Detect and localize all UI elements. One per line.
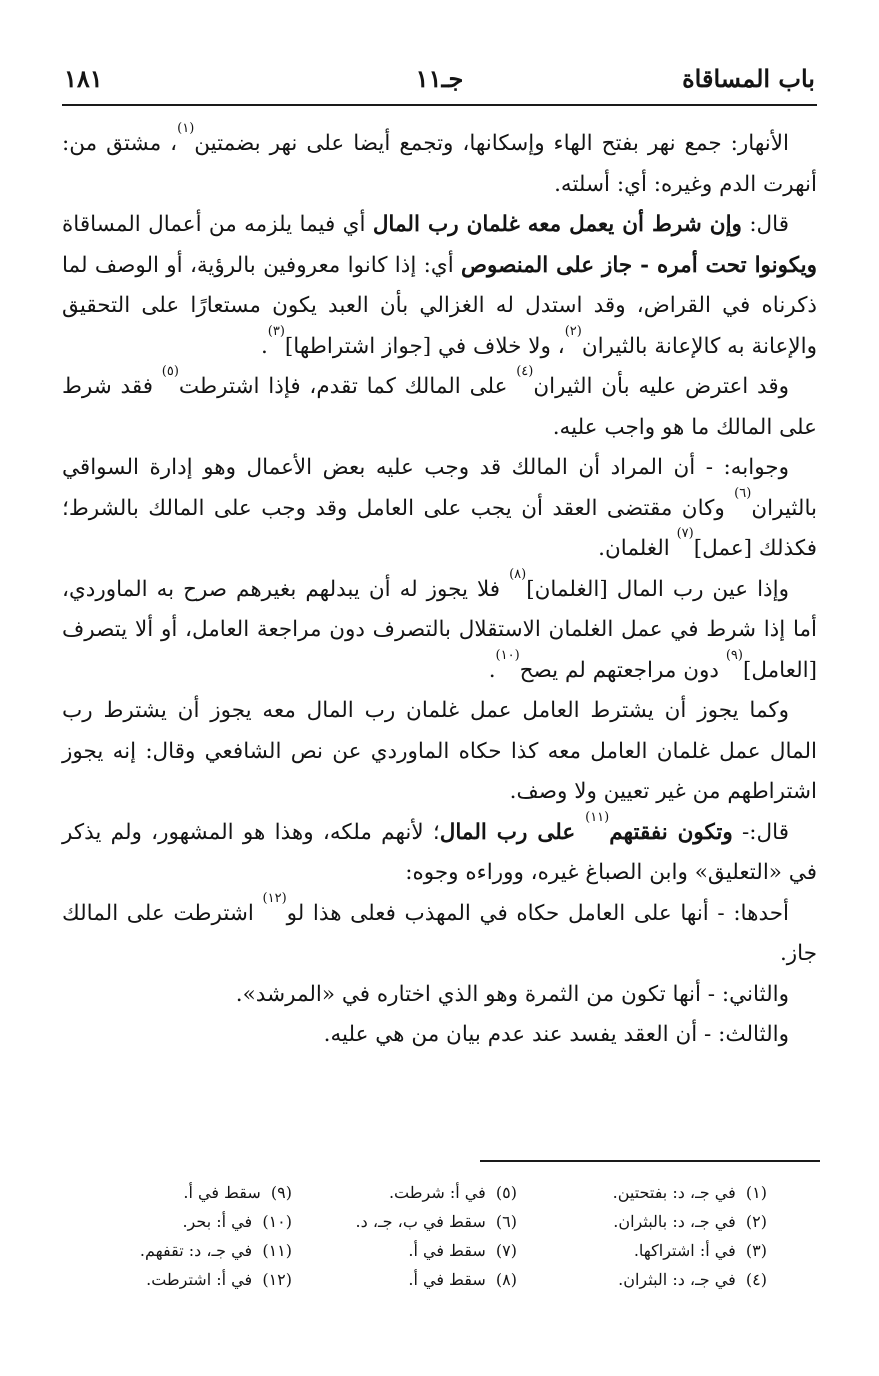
footnote: (٤) في جـ، د: البثران.: [618, 1270, 767, 1289]
footnote-column: [140, 1178, 292, 1294]
matn-text: ويكونوا تحت أمره - جاز على المنصوص: [461, 252, 817, 278]
footnote-ref: (٤): [516, 364, 534, 379]
paragraph: وجوابه: - أن المراد أن المالك قد وجب عليه بعض الأعمال وهو إدارة السواقي بالثيران$^{(٦)}$ وكان مقتضى العقد أن يجب على العامل وقد وجب على المالك بالشرط؛ فكذلك [عمل]$^{(٧)}$ الغلمان.: [62, 455, 817, 561]
paragraph: الأنهار: جمع نهر بفتح الهاء وإسكانها، وتجمع أيضا على نهر بضمتين$^{(١)}$، مشتق من: أنهرت الدم وغيره: أي: أسلته.: [62, 121, 817, 197]
header-rule: [62, 104, 817, 106]
chapter-title: باب المساقاة: [682, 64, 815, 93]
footnote: (٢) في جـ، د: بالبثران.: [613, 1212, 767, 1231]
matn-text: وإن شرط أن يعمل معه غلمان رب المال: [372, 212, 742, 237]
footnote: (٧) سقط في أ.: [408, 1241, 517, 1260]
main-text: [62, 121, 817, 1056]
footnote: (١١) في جـ، د: تقفهم.: [139, 1241, 292, 1260]
footnote-ref: (٥): [161, 364, 179, 379]
footnote-ref: (١): [177, 121, 195, 136]
footnote-column: [356, 1178, 517, 1294]
footnote: (١٠) في أ: بحر.: [182, 1212, 292, 1231]
paragraph: أحدها: - أنها على العامل حكاه في المهذب فعلى هذا لو$^{(١٢)}$ اشترطت على المالك جاز.: [62, 890, 817, 966]
footnote: (٦) سقط في ب، جـ، د.: [355, 1212, 517, 1231]
footnote-ref: (٩): [725, 647, 743, 663]
matn-text: على رب المال: [439, 819, 586, 845]
matn-text: وتكون نفقتهم: [609, 819, 733, 845]
footnote-ref: (٢): [564, 323, 582, 339]
footnote: (٩) سقط في أ.: [183, 1183, 292, 1202]
volume-number: جـ١١: [415, 64, 464, 93]
footnote-column: [613, 1178, 767, 1294]
footnote-ref: (١١): [585, 809, 610, 825]
footnote-ref: (١٢): [262, 890, 287, 906]
footnote-ref: (١٠): [495, 647, 520, 663]
paragraph: وقد اعترض عليه بأن الثيران$^{(٤)}$ على المالك كما تقدم، فإذا اشترطت$^{(٥)}$ فقد شرط على المالك ما هو واجب عليه.: [62, 364, 817, 440]
footnote-ref: (٦): [734, 485, 752, 501]
footnotes: [62, 1178, 817, 1298]
paragraph: والثالث: - أن العقد يفسد عند عدم بيان من هي عليه.: [323, 1022, 789, 1047]
paragraph: وكما يجوز أن يشترط العامل عمل غلمان رب المال معه يجوز أن يشترط رب المال عمل غلمان العامل معه كذا حكاه الماوردي عن نص الشافعي وقال: إنه يجوز اشتراطهم من غير تعيين ولا وصف.: [62, 698, 817, 804]
footnote: (٣) في أ: اشتراكها.: [633, 1241, 767, 1260]
footnote-ref: (٨): [509, 566, 527, 582]
paragraph: قال:- وتكون نفقتهم$^{(١١)}$ على رب المال؛ لأنهم ملكه، وهذا هو المشهور، ولم يذكر في «التعليق» وابن الصباغ غيره، ووراءه وجوه:: [62, 809, 817, 885]
paragraph: وإذا عين رب المال [الغلمان]$^{(٨)}$ فلا يجوز له أن يبدلهم بغيرهم صرح به الماوردي، أما إذا شرط في عمل الغلمان الاستقلال بالتصرف دون مراجعة العامل، أو ألا يتصرف [العامل]$^{(٩)}$ دون مراجعتهم لم يصح$^{(١٠)}$.: [62, 566, 817, 683]
footnote-separator: [480, 1160, 820, 1162]
paragraph: والثاني: - أنها تكون من الثمرة وهو الذي اختاره في «المرشد».: [235, 981, 789, 1007]
footnote-ref: (٧): [676, 526, 694, 541]
footnote: (٨) سقط في أ.: [408, 1270, 517, 1289]
footnote-ref: (٣): [267, 323, 285, 339]
running-header: [62, 58, 817, 106]
page-number: ١٨١: [64, 64, 103, 93]
footnote: (١) في جـ، د: بفتحتين.: [612, 1183, 767, 1202]
footnote: (١٢) في أ: اشترطت.: [146, 1270, 292, 1289]
footnote: (٥) في أ: شرطت.: [388, 1183, 517, 1202]
paragraph: قال: وإن شرط أن يعمل معه غلمان رب المال أي فيما يلزمه من أعمال المساقاة ويكونوا تحت أمره - جاز على المنصوص أي: إذا كانوا معروفين بالرؤية، أو الوصف لما ذكرناه في القراض، وقد استدل له الغزالي بأن العبد يكون مستعارًا على التحقيق والإعانة به كالإعانة بالثيران$^{(٢)}$، ولا خلاف في [جواز اشتراطها]$^{(٣)}$.: [62, 212, 817, 359]
